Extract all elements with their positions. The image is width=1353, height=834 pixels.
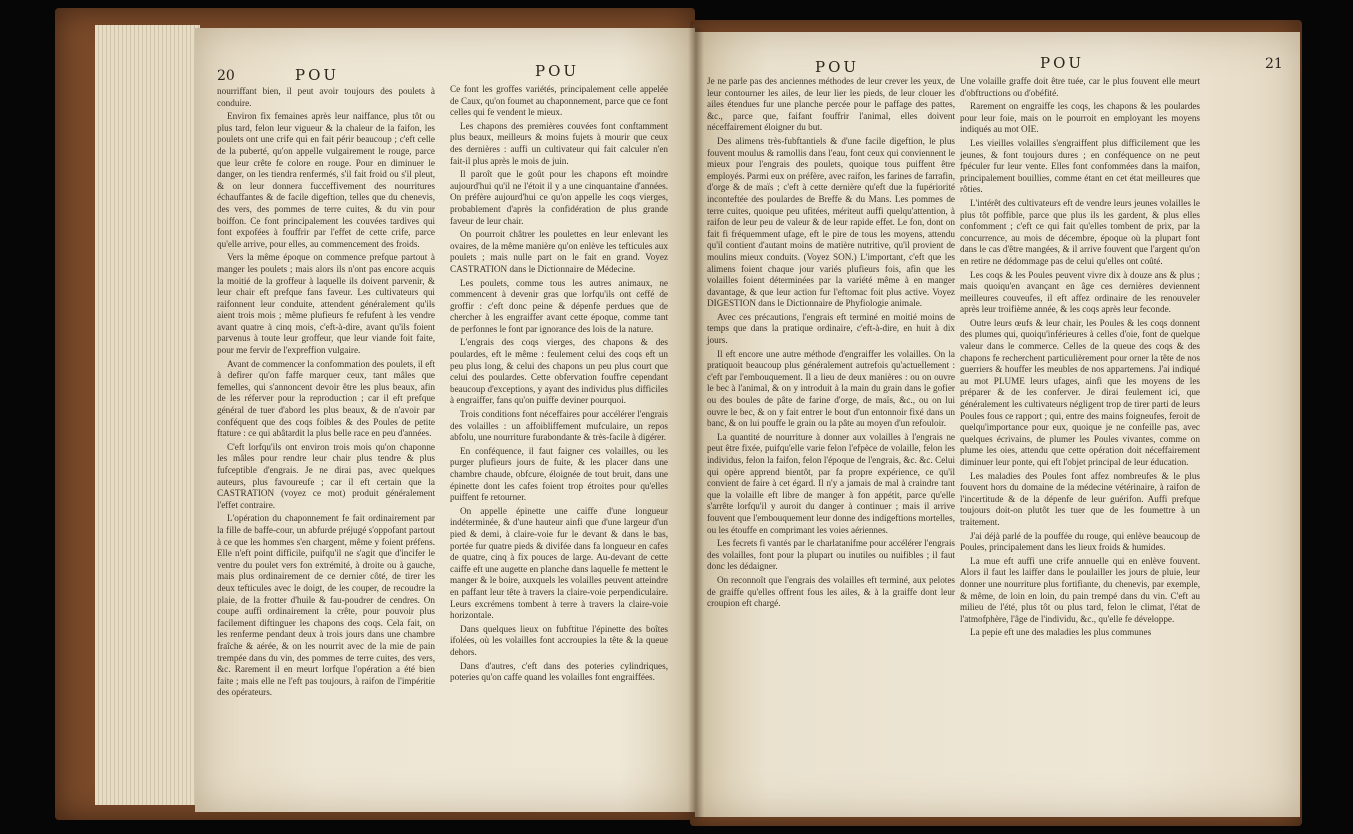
paragraph: Il eft encore une autre méthode d'engraiffer les volailles. On la pratiquoit beaucoup plus généralement autrefois qu'actuellement : c'eft par l'embouquement. Il a lieu de deux manières : ou on ouvre le bec à l'animal, & on y introduit à la main du grain dans le gofier ou des boules de pâte de farine d'orge, de maïs, &c., ou on lui ouvre le bec, & on y fait entrer le bout d'un entonnoir fixé dans un banc, & on lui pouffe le grain ou la pâte au moyen d'un refouloir.: [707, 348, 955, 429]
paragraph: On reconnoît que l'engrais des volailles eft terminé, aux pelotes de graiffe qu'elles offrent fous les ailes, & à la graiffe dont leur croupion eft chargé.: [707, 574, 955, 609]
book-gutter: [688, 28, 704, 818]
paragraph: Les vieilles volailles s'engraiffent plus difficilement que les jeunes, & font toujours dures ; en conféquence on ne peut fpéculer fur leur vente. Elles font confommées dans la maifon, principalement bouillies, comme étant en cet état meilleures que rôties.: [960, 137, 1200, 195]
paragraph: Les maladies des Poules font affez nombreufes & le plus fouvent hors du domaine de la médecine vétérinaire, à raifon de l'incertitude & de la dépenfe de leur guérifon. Auffi prefque toujours doit-on plutôt les tuer que de les foumettre à un traitement.: [960, 470, 1200, 527]
paragraph: Trois conditions font néceffaires pour accélérer l'engrais des volailles : un affoibliffement mufculaire, un repos abfolu, une nourriture furabondante & très-facile à digérer.: [450, 409, 668, 443]
paragraph: Environ fix femaines après leur naiffance, plus tôt ou plus tard, felon leur vigueur & la chaleur de la faifon, les poulets ont une crife qui en fait périr beaucoup ; c'eft celle de la puberté, qu'on appelle vulgairement le rouge, parce que leur crête fe colore en rouge. Pour en diminuer le danger, on les tiendra renfermés, s'il fait froid ou s'il pleut, & on leur donnera fucceffivement des nourritures échauffantes & de facile digeftion, telles que du chenevis, des vers, des pommes de terre cuites, & du vin pour boiffon. Ce font principalement les couvées tardives qui font expofées à fouffrir par l'effet de cette crife, parce qu'elle arrive, pour elles, au commencement des froids.: [217, 111, 435, 249]
paragraph: L'intérêt des cultivateurs eft de vendre leurs jeunes volailles le plus tôt poffible, parce que plus ils les gardent, & plus elles confomment ; c'eft ce qui fait qu'elles tombent de prix, par la concurrence, au mois de décembre, époque où la plupart font dans le cas d'être mangées, & il arrive fouvent que l'argent qu'on en retire ne dédommage pas de celui qu'elles ont coûté.: [960, 197, 1200, 266]
paragraph: Les fecrets fi vantés par le charlatanifme pour accélérer l'engrais des volailles, font pour la plupart ou inutiles ou nuifibles ; il faut donc les dédaigner.: [707, 538, 955, 572]
paragraph: Des alimens très-fubftantiels & d'une facile digeftion, le plus fouvent moulus & ramollis dans l'eau, font ceux qui conviennent le mieux pour l'engrais des poulets, quoique tous puiffent être employés. Parmi eux on préfère, avec raifon, les farines de farrafin, d'orge & de maïs ; c'eft à cette dernière qu'eft due la fupériorité inconteftée des poulardes de Breffe & du Mans. Les pommes de terre cuites, quoique peu ufitées, mériteut auffi quelqu'attention, à raifon de leur peu de valeur & de leur rapide effet. Le fon, dont on fait fi fréquemment ufage, eft le pire de tous les moyens, attendu qu'il contient d'autant moins de matière nutritive, qu'il provient de moulins mieux conduits. (Voyez SON.) L'important, c'eft que les alimens foient chaque jour variés plufieurs fois, afin que les volailles foient déterminées par la variété même à en manger davantage, & que leur action fur l'eftomac foit plus active. Voyez DIGESTION dans le Dictionnaire de Phyfiologie animale.: [707, 135, 955, 309]
paragraph: Dans quelques lieux on fubftitue l'épinette des boîtes ifolées, où les volailles font accroupies la tête & la queue dehors.: [450, 623, 668, 657]
paragraph: Ce font les groffes variétés, principalement celle appelée de Caux, qu'on foumet au chaponnement, parce que ce font celles qui fe vendent le mieux.: [450, 84, 668, 118]
paragraph: nourriffant bien, il peut avoir toujours des poulets à conduire.: [217, 86, 435, 108]
text-column: [450, 84, 668, 804]
paragraph: Je ne parle pas des anciennes méthodes de leur crever les yeux, de leur contourner les ailes, de leur lier les pieds, de leur clouer les ailes étendues fur une planche percée pour le paffage des pattes, &c., parce que, faifant fouffrir l'animal, elles doivent néceffairement éloigner du but.: [707, 76, 955, 133]
paragraph: Avant de commencer la confommation des poulets, il eft à defirer qu'on faffe marquer ceux, tant mâles que femelles, qui s'annoncent devoir être les plus beaux, afin de les réferver pour la reproduction ; car il eft prefque général de tuer d'abord les plus beaux, & de n'avoir par conféquent que des coqs foibles & des Poules de petite ftature : ce qui abâtardit la plus belle race en peu d'années.: [217, 358, 435, 439]
running-head: POU: [815, 58, 860, 76]
page-number: 20: [217, 68, 235, 84]
running-head: POU: [535, 62, 580, 80]
paragraph: Vers la même époque on commence prefque partout à manger les poulets ; mais alors ils n'ont pas encore acquis la moitié de la groffeur à laquelle ils doivent parvenir, & leur chair eft prefque fans faveur. Les cultivateurs qui raifonnent leur conduite, attendent généralement qu'ils aient trois mois ; même plufieurs fe refufent à les vendre avant quatre à cinq mois, c'eft-à-dire, avant qu'ils foient parvenus à toute leur groffeur, que leur viande foit faite, pour me fervir de l'expreffion vulgaire.: [217, 252, 435, 356]
paragraph: La quantité de nourriture à donner aux volailles à l'engrais ne peut être fixée, puifqu'elle varie felon l'efpèce de volaille, felon les individus, felon la faifon, felon l'époque de l'engrais, &c. &c. Celui qui opère apprend bientôt, par fa propre expérience, ce qu'il convient de faire à cet égard. Il n'y a jamais de mal à craindre tant que la volaille eft libre de manger à fon appétit, parce qu'elle s'arrête lorfqu'il y auroit du danger à continuer ; mais il arrive fouvent que l'embouquement leur donne des indigeftions mortelles, ou les étouffe en comprimant les voies aériennes.: [707, 431, 955, 535]
paragraph: L'engrais des coqs vierges, des chapons & des poulardes, eft le même : feulement celui des coqs eft un peu plus long, & celui des chapons un peu plus court que celui des poulardes. Cette obfervation fouffre cependant beaucoup d'exceptions, y ayant des individus plus difficiles à engraiffer, fans qu'on puiffe deviner pourquoi.: [450, 337, 668, 406]
running-head: POU: [1040, 54, 1085, 72]
paragraph: Avec ces précautions, l'engrais eft terminé en moitié moins de temps que dans la pratique ordinaire, c'eft-à-dire, en huit à dix jours.: [707, 311, 955, 346]
page-number: 21: [1265, 56, 1283, 72]
running-head: POU: [295, 66, 340, 84]
right-page: [695, 32, 1300, 817]
paragraph: Les chapons des premières couvées font conftamment plus beaux, meilleurs & moins fujets à mourir que ceux des dernières : auffi un cultivateur qui fait calculer n'en fait-il plus après le mois de juin.: [450, 120, 668, 166]
paragraph: On pourroit châtrer les poulettes en leur enlevant les ovaires, de la même manière qu'on enlève les tefticules aux poulets ; mais nulle part on le fait en grand. Voyez CASTRATION dans le Dictionnaire de Médecine.: [450, 229, 668, 274]
text-column: [960, 76, 1200, 811]
text-column: [707, 76, 955, 811]
paragraph: On appelle épinette une caiffe d'une longueur indéterminée, & d'une hauteur ainfi que d'une largeur d'un pied & demi, à claire-voie fur le devant & dans le bas, portée fur quatre pieds & divifée dans fa longueur en cafes de quatre, cinq à fix pouces de large. Au-devant de cette caiffe eft une augette en planche dans laquelle fe mettent le manger & le boire, auxquels les volailles peuvent atteindre en paffant leur tête à travers la claire-voie perpendiculaire. Leurs excrémens tombent à terre à travers la claire-voie horizontale.: [450, 505, 668, 621]
page-stack: [95, 25, 200, 805]
paragraph: C'eft lorfqu'ils ont environ trois mois qu'on chaponne les mâles pour rendre leur chair plus tendre & plus fufceptible d'engrais. Je ne dirai pas, avec quelques auteurs, plus favoureufe ; car il eft certain que la CASTRATION (voyez ce mot) produit généralement l'effet contraire.: [217, 441, 435, 510]
left-page: [195, 28, 695, 812]
paragraph: J'ai déjà parlé de la pouffée du rouge, qui enlève beaucoup de Poules, principalement dans les lieux froids & humides.: [960, 530, 1200, 553]
paragraph: L'opération du chaponnement fe fait ordinairement par la fille de baffe-cour, un abfurde préjugé s'oppofant partout à ce que les hommes s'en chargent, même y foient préfens. Elle n'eft point difficile, puifqu'il ne s'agit que d'incifer le ventre du poulet vers fon extrémité, à droite ou à gauche, mais plus ordinairement de ce dernier côté, de tirer les deux tefticules avec le doigt, de les couper, de recoudre la plaie, de la frotter d'huile & fau-poudrer de cendres. On coupe auffi ordinairement la crête, pour pouvoir plus facilement diftinguer les chapons des coqs. Cela fait, on les renferme pendant deux à trois jours dans une chambre fraîche & aérée, & on les nourrit avec de la mie de pain trempée dans du vin, des pommes de terre cuites, des vers, &c. Rarement il en meurt lorfque l'opération a été bien faite ; mais elle ne l'eft pas toujours, à raifon de l'impéritie des opérateurs.: [217, 513, 435, 698]
paragraph: Les poulets, comme tous les autres animaux, ne commencent à devenir gras que lorfqu'ils ont ceffé de groffir : c'eft donc peine & dépenfe perdues que de chercher à les engraiffer avant cette époque, comme tant de perfonnes le font par ignorance des lois de la nature.: [450, 277, 668, 334]
paragraph: Rarement on engraiffe les coqs, les chapons & les poulardes pour leur foie, mais on le pourroit en employant les moyens indiqués au mot OIE.: [960, 101, 1200, 135]
paragraph: Une volaille graffe doit être tuée, car le plus fouvent elle meurt d'obftructions ou d'obéfité.: [960, 76, 1200, 98]
paragraph: Dans d'autres, c'eft dans des poteries cylindriques, poteries qu'on caffe quand les volailles font engraiffées.: [450, 660, 668, 683]
paragraph: Il paroît que le goût pour les chapons eft moindre aujourd'hui qu'il ne l'étoit il y a une cinquantaine d'années. On préfère aujourd'hui ce qu'on appelle les coqs vierges, probablement d'après la confidération de plus grande faveur de leur chair.: [450, 169, 668, 226]
paragraph: En conféquence, il faut faigner ces volailles, ou les purger plufieurs jours de fuite, & les placer dans une chambre chaude, obfcure, éloignée de tout bruit, dans une épinette dont les cafes foient trop étroites pour qu'elles puiffent fe retourner.: [450, 445, 668, 503]
paragraph: Les coqs & les Poules peuvent vivre dix à douze ans & plus ; mais quoiqu'en avançant en âge ces dernières deviennent meilleures couveufes, il eft affez ordinaire de les renouveler après leur troifième année, & les coqs après leur feconde.: [960, 269, 1200, 315]
paragraph: La mue eft auffi une crife annuelle qui en enlève fouvent. Alors il faut les laiffer dans le poulailler les jours de pluie, leur donner une nourriture plus fortifiante, du chenevis, par exemple, & même, de loin en loin, du pain trempé dans du vin. C'eft au milieu de l'été, plus tôt ou plus tard, felon le climat, l'état de l'atmofphère, l'âge de l'individu, &c., qu'elle fe développe.: [960, 555, 1200, 624]
paragraph: Outre leurs œufs & leur chair, les Poules & les coqs donnent des plumes qui, quoiqu'inférieures à celles d'oie, font de quelque valeur dans le commerce. Celles de la queue des coqs & des chapons fe recherchent particulièrement pour orner la tête de nos guerriers & houffer les meubles de nos appartemens. J'ai indiqué au mot PLUME leurs ufages, ainfi que les moyens de les préparer & de les conferver. Je dirai feulement ici, que généralement les cultivateurs négligent trop de tirer parti de leurs Poules fous ce rapport ; qui, entre des mains foigneufes, feroit de quelqu'importance pour eux, quoique je ne confeille pas, avec quelques écrivains, de plumer les Poules vivantes, comme on plume les oies, attendu que cette opération doit néceffairement diminuer leur ponte, qui eft l'objet principal de leur éducation.: [960, 317, 1200, 467]
paragraph: La pepie eft une des maladies les plus communes: [970, 627, 1152, 638]
text-column: [217, 86, 435, 806]
